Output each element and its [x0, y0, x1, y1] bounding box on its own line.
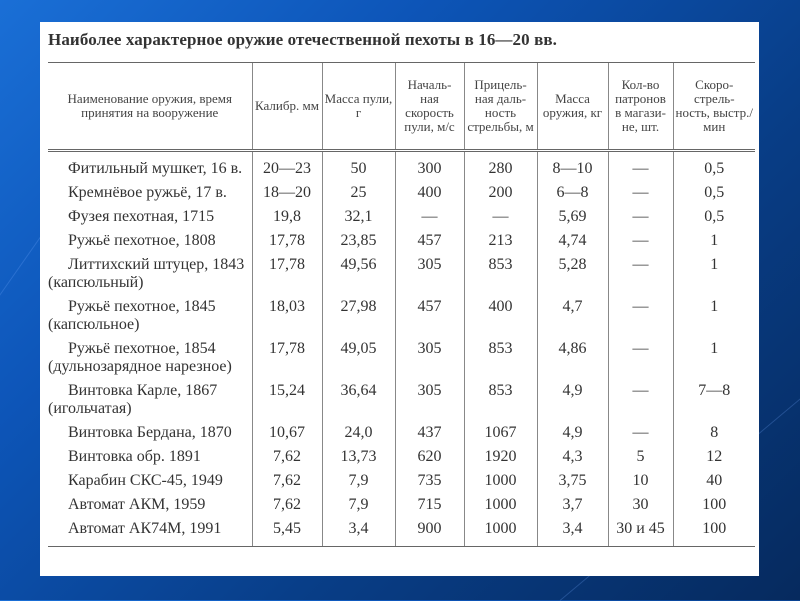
table-row	[48, 151, 755, 183]
cell-magazine-capacity: —	[608, 254, 673, 296]
cell-magazine-capacity: —	[608, 296, 673, 338]
cell-muzzle-velocity: 437	[395, 422, 464, 446]
cell-weapon-name	[48, 518, 252, 547]
weapon-name: Фузея пехотная, 1715	[68, 208, 215, 225]
cell-effective-range: 1067	[464, 422, 537, 446]
cell-bullet-mass: 3,4	[322, 518, 395, 547]
cell-effective-range: 1000	[464, 518, 537, 547]
cell-bullet-mass: 7,9	[322, 470, 395, 494]
cell-effective-range: 213	[464, 230, 537, 254]
cell-weapon-mass: 4,86	[537, 338, 608, 380]
cell-rate-of-fire: 1	[673, 230, 755, 254]
weapon-name: Литтихский штуцер, 1843	[68, 256, 245, 273]
cell-weapon-mass: 6—8	[537, 182, 608, 206]
cell-caliber: 17,78	[252, 338, 322, 380]
cell-muzzle-velocity: —	[395, 206, 464, 230]
table-body	[48, 151, 755, 547]
cell-muzzle-velocity: 400	[395, 182, 464, 206]
cell-magazine-capacity: 30	[608, 494, 673, 518]
weapon-name: Фитильный мушкет, 16 в.	[68, 160, 243, 177]
cell-weapon-name	[48, 182, 252, 206]
cell-magazine-capacity: 30 и 45	[608, 518, 673, 547]
cell-weapon-name	[48, 446, 252, 470]
cell-rate-of-fire: 40	[673, 470, 755, 494]
table-row	[48, 182, 755, 206]
cell-muzzle-velocity: 300	[395, 151, 464, 183]
cell-weapon-name	[48, 422, 252, 446]
cell-bullet-mass: 49,56	[322, 254, 395, 296]
cell-effective-range: 1920	[464, 446, 537, 470]
cell-bullet-mass: 23,85	[322, 230, 395, 254]
cell-effective-range: 1000	[464, 494, 537, 518]
cell-weapon-mass: 3,75	[537, 470, 608, 494]
cell-magazine-capacity: —	[608, 338, 673, 380]
header-weapon-mass: Масса оружия, кг	[537, 63, 608, 151]
cell-effective-range: 1000	[464, 470, 537, 494]
cell-weapon-mass: 5,69	[537, 206, 608, 230]
cell-magazine-capacity: —	[608, 422, 673, 446]
weapon-name: Ружьё пехотное, 1808	[68, 232, 216, 249]
cell-rate-of-fire: 8	[673, 422, 755, 446]
cell-rate-of-fire: 0,5	[673, 151, 755, 183]
cell-bullet-mass: 13,73	[322, 446, 395, 470]
cell-magazine-capacity: —	[608, 182, 673, 206]
cell-rate-of-fire: 0,5	[673, 206, 755, 230]
cell-bullet-mass: 7,9	[322, 494, 395, 518]
table-row	[48, 206, 755, 230]
table-title: Наиболее характерное оружие отечественной пехоты в 16—20 вв.	[48, 30, 557, 49]
cell-bullet-mass: 36,64	[322, 380, 395, 422]
cell-rate-of-fire: 1	[673, 296, 755, 338]
cell-effective-range: 200	[464, 182, 537, 206]
cell-weapon-mass: 4,9	[537, 380, 608, 422]
weapon-name: Автомат АК74М, 1991	[68, 520, 222, 537]
cell-caliber: 17,78	[252, 230, 322, 254]
cell-muzzle-velocity: 735	[395, 470, 464, 494]
cell-caliber: 17,78	[252, 254, 322, 296]
header-rate-of-fire: Скоро- стрель- ность, выстр./мин	[673, 63, 755, 151]
cell-effective-range: 853	[464, 254, 537, 296]
header-caliber: Калибр. мм	[252, 63, 322, 151]
cell-effective-range: 853	[464, 338, 537, 380]
table-row	[48, 494, 755, 518]
cell-bullet-mass: 27,98	[322, 296, 395, 338]
weapon-name: Ружьё пехотное, 1845	[68, 298, 216, 315]
cell-effective-range: 853	[464, 380, 537, 422]
cell-magazine-capacity: 5	[608, 446, 673, 470]
cell-magazine-capacity: —	[608, 230, 673, 254]
cell-weapon-name	[48, 470, 252, 494]
cell-muzzle-velocity: 457	[395, 230, 464, 254]
cell-rate-of-fire: 7—8	[673, 380, 755, 422]
cell-rate-of-fire: 0,5	[673, 182, 755, 206]
cell-caliber: 20—23	[252, 151, 322, 183]
cell-weapon-mass: 8—10	[537, 151, 608, 183]
table-row	[48, 518, 755, 547]
cell-effective-range: 400	[464, 296, 537, 338]
table-row	[48, 422, 755, 446]
weapon-name-note: (игольчатая)	[48, 400, 132, 417]
cell-weapon-name	[48, 230, 252, 254]
cell-magazine-capacity: —	[608, 380, 673, 422]
cell-muzzle-velocity: 305	[395, 380, 464, 422]
cell-weapon-mass: 4,74	[537, 230, 608, 254]
header-magazine-capacity: Кол-во патронов в магази- не, шт.	[608, 63, 673, 151]
cell-weapon-name	[48, 254, 252, 296]
cell-caliber: 18,03	[252, 296, 322, 338]
cell-bullet-mass: 49,05	[322, 338, 395, 380]
header-muzzle-velocity: Началь- ная скорость пули, м/с	[395, 63, 464, 151]
table-row	[48, 380, 755, 422]
cell-bullet-mass: 50	[322, 151, 395, 183]
cell-weapon-name	[48, 494, 252, 518]
cell-weapon-name	[48, 338, 252, 380]
cell-weapon-mass: 4,3	[537, 446, 608, 470]
cell-caliber: 5,45	[252, 518, 322, 547]
cell-caliber: 7,62	[252, 446, 322, 470]
weapon-name: Винтовка Бердана, 1870	[68, 424, 232, 441]
weapon-name-note: (дульнозарядное нарезное)	[48, 358, 232, 375]
cell-magazine-capacity: 10	[608, 470, 673, 494]
cell-caliber: 7,62	[252, 494, 322, 518]
cell-rate-of-fire: 1	[673, 338, 755, 380]
table-row	[48, 446, 755, 470]
weapon-name-note: (капсюльное)	[48, 316, 140, 333]
weapon-name: Кремнёвое ружьё, 17 в.	[68, 184, 227, 201]
cell-bullet-mass: 24,0	[322, 422, 395, 446]
table-row	[48, 254, 755, 296]
cell-weapon-mass: 3,7	[537, 494, 608, 518]
cell-muzzle-velocity: 457	[395, 296, 464, 338]
table-row	[48, 470, 755, 494]
header-row	[48, 63, 755, 151]
cell-caliber: 10,67	[252, 422, 322, 446]
slide-panel	[40, 22, 759, 576]
cell-weapon-mass: 3,4	[537, 518, 608, 547]
header-bullet-mass: Масса пули, г	[322, 63, 395, 151]
weapon-name-note: (капсюльный)	[48, 274, 144, 291]
cell-weapon-mass: 4,9	[537, 422, 608, 446]
table-row	[48, 230, 755, 254]
cell-weapon-mass: 4,7	[537, 296, 608, 338]
table-row	[48, 338, 755, 380]
weapon-name: Автомат АКМ, 1959	[68, 496, 206, 513]
cell-rate-of-fire: 12	[673, 446, 755, 470]
table-row	[48, 296, 755, 338]
weapons-table	[48, 63, 755, 547]
cell-effective-range: 280	[464, 151, 537, 183]
weapon-name: Винтовка Карле, 1867	[68, 382, 218, 399]
cell-rate-of-fire: 100	[673, 494, 755, 518]
cell-rate-of-fire: 100	[673, 518, 755, 547]
cell-magazine-capacity: —	[608, 151, 673, 183]
cell-weapon-mass: 5,28	[537, 254, 608, 296]
weapon-name: Ружьё пехотное, 1854	[68, 340, 216, 357]
cell-rate-of-fire: 1	[673, 254, 755, 296]
cell-caliber: 7,62	[252, 470, 322, 494]
cell-effective-range: —	[464, 206, 537, 230]
cell-muzzle-velocity: 715	[395, 494, 464, 518]
cell-muzzle-velocity: 900	[395, 518, 464, 547]
cell-caliber: 19,8	[252, 206, 322, 230]
cell-bullet-mass: 32,1	[322, 206, 395, 230]
cell-caliber: 18—20	[252, 182, 322, 206]
cell-bullet-mass: 25	[322, 182, 395, 206]
header-name: Наименование оружия, время принятия на вооружение	[48, 63, 252, 151]
cell-weapon-name	[48, 151, 252, 183]
weapon-name: Винтовка обр. 1891	[68, 448, 201, 465]
header-effective-range: Прицель- ная даль- ность стрельбы, м	[464, 63, 537, 151]
cell-muzzle-velocity: 305	[395, 338, 464, 380]
cell-magazine-capacity: —	[608, 206, 673, 230]
cell-muzzle-velocity: 305	[395, 254, 464, 296]
cell-muzzle-velocity: 620	[395, 446, 464, 470]
cell-caliber: 15,24	[252, 380, 322, 422]
weapon-name: Карабин СКС-45, 1949	[68, 472, 223, 489]
cell-weapon-name	[48, 296, 252, 338]
cell-weapon-name	[48, 206, 252, 230]
cell-weapon-name	[48, 380, 252, 422]
